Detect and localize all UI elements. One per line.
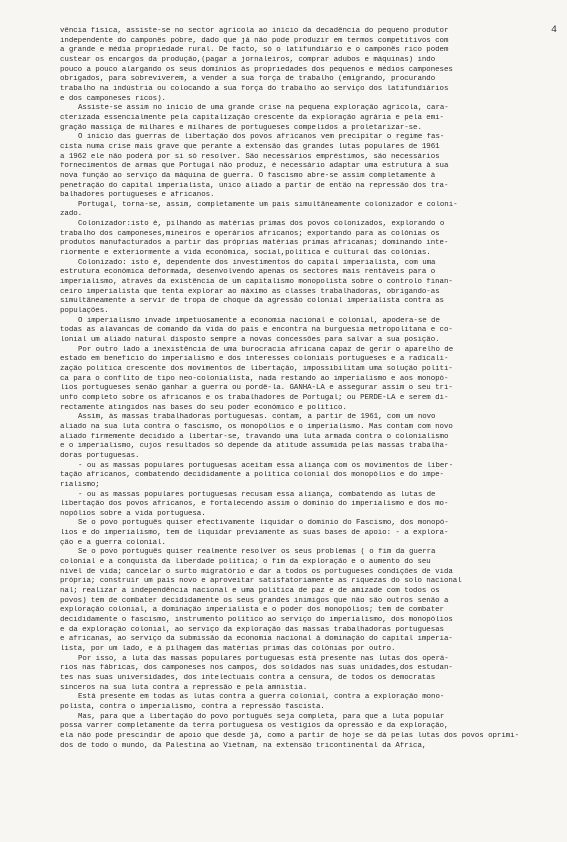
- paragraph: [60, 462, 539, 491]
- text-line: obrigados, para sobreviverem, a vender a sua força de trabalho (emigrando, procurando: [60, 75, 436, 84]
- text-line: e dos camponeses ricos).: [60, 94, 166, 103]
- text-line: nova função ao serviço da máquina de guerra. O fascismo abre-se assim completamente à: [60, 171, 436, 180]
- paragraph: [60, 220, 539, 259]
- text-line: doras portuguesas.: [60, 451, 140, 460]
- text-line: Se o povo português quiser realmente resolver os seus problemas ( o fim da guerra: [78, 548, 436, 557]
- text-line: O início das guerras de libertação dos povos africanos vem precipitar o regime fas-: [78, 133, 445, 142]
- text-line: nopólios sobre a vida portuguesa.: [60, 509, 206, 518]
- text-line: lios portugueses senão ganhar a guerra ou pordê-la. GANHA-LA e assegurar assim o seu tri-: [60, 384, 453, 393]
- paragraph: [60, 548, 539, 654]
- paragraph: [60, 346, 539, 414]
- text-line: rectamente atingidos nas bases do seu poder económico e político.: [60, 403, 347, 412]
- text-line: e da exploração colonial, ao serviço da exploração das massas trabalhadoras portuguesas: [60, 625, 444, 634]
- text-line: simultâneamente a servir de tropa de choque da agressão colonial imperialista contra as: [60, 297, 444, 306]
- text-line: rios nas fábricas, dos camponeses nos campos, dos soldados nas suas unidades,dos estudan-: [60, 664, 453, 673]
- text-line: Assim, às massas trabalhadoras portuguesas. contam, a partir de 1961, com um novo: [78, 413, 436, 422]
- text-line: sinceros na sua luta contra a repressão e pela amnistia.: [60, 683, 308, 692]
- text-line: cterizada essencialmente pela capitalização crescente da exploração agrária e pela emi-: [60, 113, 444, 122]
- page-number: 4: [550, 25, 557, 36]
- text-line: gração massiça de milhares e milhares de portugueses compelidos a proletarizar-se.: [60, 123, 422, 132]
- text-line: e africanas, ao serviço da submissão da economia nacional à dominação do capital imperia-: [60, 635, 453, 644]
- text-line: tes nas suas universidades, dos intelectuais contra a censura, de todos os democratas: [60, 673, 436, 682]
- text-line: polista, contra o imperialismo, contra a repressão fascista.: [60, 702, 325, 711]
- text-line: Por isso, a luta das massas populares portuguesas está presente nas lutas dos operá-: [78, 654, 449, 663]
- text-line: populações.: [60, 307, 109, 316]
- text-line: produtos manufacturados a partir das próprias matérias primas africanas; dominando inte-: [60, 239, 449, 248]
- text-line: estado em benefício do imperialismo e dos interesses coloniais portugueses e a radicali-: [60, 355, 449, 364]
- text-line: aliado na sua luta contra o fascismo, os monopólios e o imperialismo. Mas contam com novo: [60, 422, 453, 431]
- text-line: O imperialismo invade impetuosamente a economia nacional e colonial, apodera-se de: [78, 316, 440, 325]
- text-line: - ou as massas populares portuguesas aceitam essa aliança com os movimentos de liber-: [78, 461, 454, 470]
- text-line: aliado firmemente decidido a libertar-se, travando uma luta armada contra o colonialismo: [60, 432, 449, 441]
- paragraph: [60, 519, 539, 548]
- text-line: trabalho dos camponeses,mineiros e operários africanos; exportando para as colónias os: [60, 229, 440, 238]
- paragraph: [60, 259, 539, 317]
- text-line: ela não pode prescindir de apoio que desde já, como a partir de hoje se dá pelas lutas dos povos oprimi-: [60, 731, 519, 740]
- paragraph: [60, 27, 539, 104]
- text-line: a 1962 ele não poderá por si só resolver. São necessários empréstimos, são necessários: [60, 152, 440, 161]
- paragraph: [60, 693, 539, 712]
- text-line: zado.: [60, 210, 83, 219]
- paragraph: [60, 317, 539, 346]
- text-line: penetração do capital imperialista, único aliado a partir de então na repressão dos tra-: [60, 181, 449, 190]
- text-line: pouco a pouco alargando os seus domínios às propriedades dos pequenos e médios camponeses: [60, 65, 453, 74]
- text-line: tação africanos, combatendo decididamente a política colonial dos monopólios e do impe-: [60, 471, 444, 480]
- text-line: vência fisica, assiste-se no sector agrícola ao início da decadência do pequeno produtor: [60, 27, 449, 35]
- text-line: Está presente em todas as lutas contra a guerra colonial, contra a exploração mono-: [78, 693, 445, 702]
- text-line: balhadores portugueses e africanos.: [60, 191, 215, 200]
- text-line: - ou as massas populares portuguesas recusam essa aliança, combatendo as lutas de: [78, 490, 436, 499]
- text-line: trabalho na indústria ou colocando a sua força do trabalho ao serviço dos latifundiários: [60, 84, 449, 93]
- text-line: Mas, para que a libertação do povo português seja completa, para que a luta popular: [78, 712, 445, 721]
- text-line: ceiro imperialista que tenta explorar ao máximo as classes trabalhadoras, obrigando-as: [60, 287, 440, 296]
- text-line: imperialismo, através da existência de um capitalismo monopolista sobre o controlo finan-: [60, 278, 453, 287]
- text-line: lonial um aliado natural disposto sempre a novas concessões para salvar a sua posição.: [60, 336, 440, 344]
- text-line: possa varrer completamente da terra portuguesa os vestígios da opressão e da exploração,: [60, 722, 449, 731]
- paragraph: [60, 201, 539, 220]
- text-line: lista, por um lado, e à pilhagem das matérias primas das colónias por outro.: [60, 645, 396, 653]
- text-line: estrutura económica deformada, desenvolvendo apenas os sectores mais rentáveis para o: [60, 268, 436, 277]
- text-line: Se o povo português quiser efectivamente liquidar o domínio do Fascismo, dos monopó-: [78, 519, 449, 528]
- text-line: independente do camponês pobre, dado que já não pode produzir em termos competitivos com: [60, 36, 449, 45]
- text-line: dos de todo o mundo, da Palestina ao Vietnam, na extensão tricontinental da África,: [60, 741, 427, 750]
- text-line: todas as alavancas de comando da vida do país e encontra na burguesia metropolitana e co-: [60, 326, 453, 335]
- text-line: Colonizador:isto é, pilhando as matérias primas dos povos colonizados, explorando o: [78, 220, 445, 229]
- text-line: ção e a guerra colonial.: [60, 538, 166, 547]
- text-line: riormente e exteriormente a vida económica, social,política e cultural das colónias.: [60, 249, 431, 258]
- paragraph: [60, 713, 539, 752]
- text-line: fornecimentos de armas que Portugal não produz, é necessário adaptar uma estrutura à sua: [60, 162, 449, 171]
- text-line: lios e do imperialismo, tem de liquidar previamente as suas bases de apoio: - a explora-: [60, 529, 449, 538]
- text-line: e o imperialismo, cujos resultados só depende da atitude assumida pelas massas trabalha-: [60, 442, 449, 451]
- text-line: unfo completo sobre os africanos e os trabalhadores de Portugal; ou PERDE-LA e serem di-: [60, 393, 449, 402]
- text-line: Colonizado: isto é, dependente dos investimentos do capital imperialista, com uma: [78, 258, 436, 267]
- text-line: decididamente o fascismo, instrumento político ao serviço do imperialismo, dos monopólios: [60, 616, 453, 625]
- text-line: nal; realizar a independência nacional e uma política de paz e de amizade com todos os: [60, 587, 440, 596]
- text-line: rialismo;: [60, 480, 100, 489]
- text-line: custear os encargos da produção,(pagar a jornaleiros, comprar adubos e máquinas) indo: [60, 55, 436, 64]
- text-line: Assiste-se assim no início de uma grande crise na pequena exploração agrícola, cara-: [78, 104, 449, 113]
- paragraph: [60, 133, 539, 201]
- text-line: colonial e a conquista da liberdade política; o fim da exploração e o aumento do seu: [60, 558, 431, 567]
- text-line: zação política crescente dos movimentos de libertação, impossibilitam uma solução políti-: [60, 364, 453, 373]
- text-line: povos) tem de combater decididamente os seus grandes inimigos que não são outros senão a: [60, 596, 449, 605]
- text-line: Por outro lado a inexistência de uma burocracia africana capaz de gerir o aparelho de: [78, 345, 454, 354]
- text-line: exploração colonial, a dominação imperialista e o poder dos monopólios; tem de combater: [60, 606, 444, 615]
- text-line: Portugal, torna-se, assim, completamente um país simultâneamente colonizador e coloni-: [78, 200, 458, 209]
- text-line: ca para o conflito de tipo neo-colonialista, nada restando ao imperialismo e aos monopó-: [60, 374, 449, 383]
- text-line: libertação dos povos africanos, e fortalecendo assim o domínio do imperialismo e dos mo-: [60, 500, 449, 509]
- text-line: cista numa crise mais grave que perante a extensão das grandes lutas populares de 1961: [60, 142, 440, 151]
- paragraph: [60, 413, 539, 461]
- paragraph: [60, 491, 539, 520]
- paragraph: [60, 655, 539, 694]
- text-line: própria; construir um país novo e aproveitar satisfatoriamente as riquezas do solo nacional: [60, 577, 462, 586]
- text-line: a grande e média propriedade rural. De facto, só o latifundiário e o camponês rico podem: [60, 46, 449, 55]
- text-line: nível de vida; cancelar o surto migratório e dar a todos os portugueses condições de vida: [60, 567, 453, 576]
- document-body: [60, 27, 539, 751]
- paragraph: [60, 104, 539, 133]
